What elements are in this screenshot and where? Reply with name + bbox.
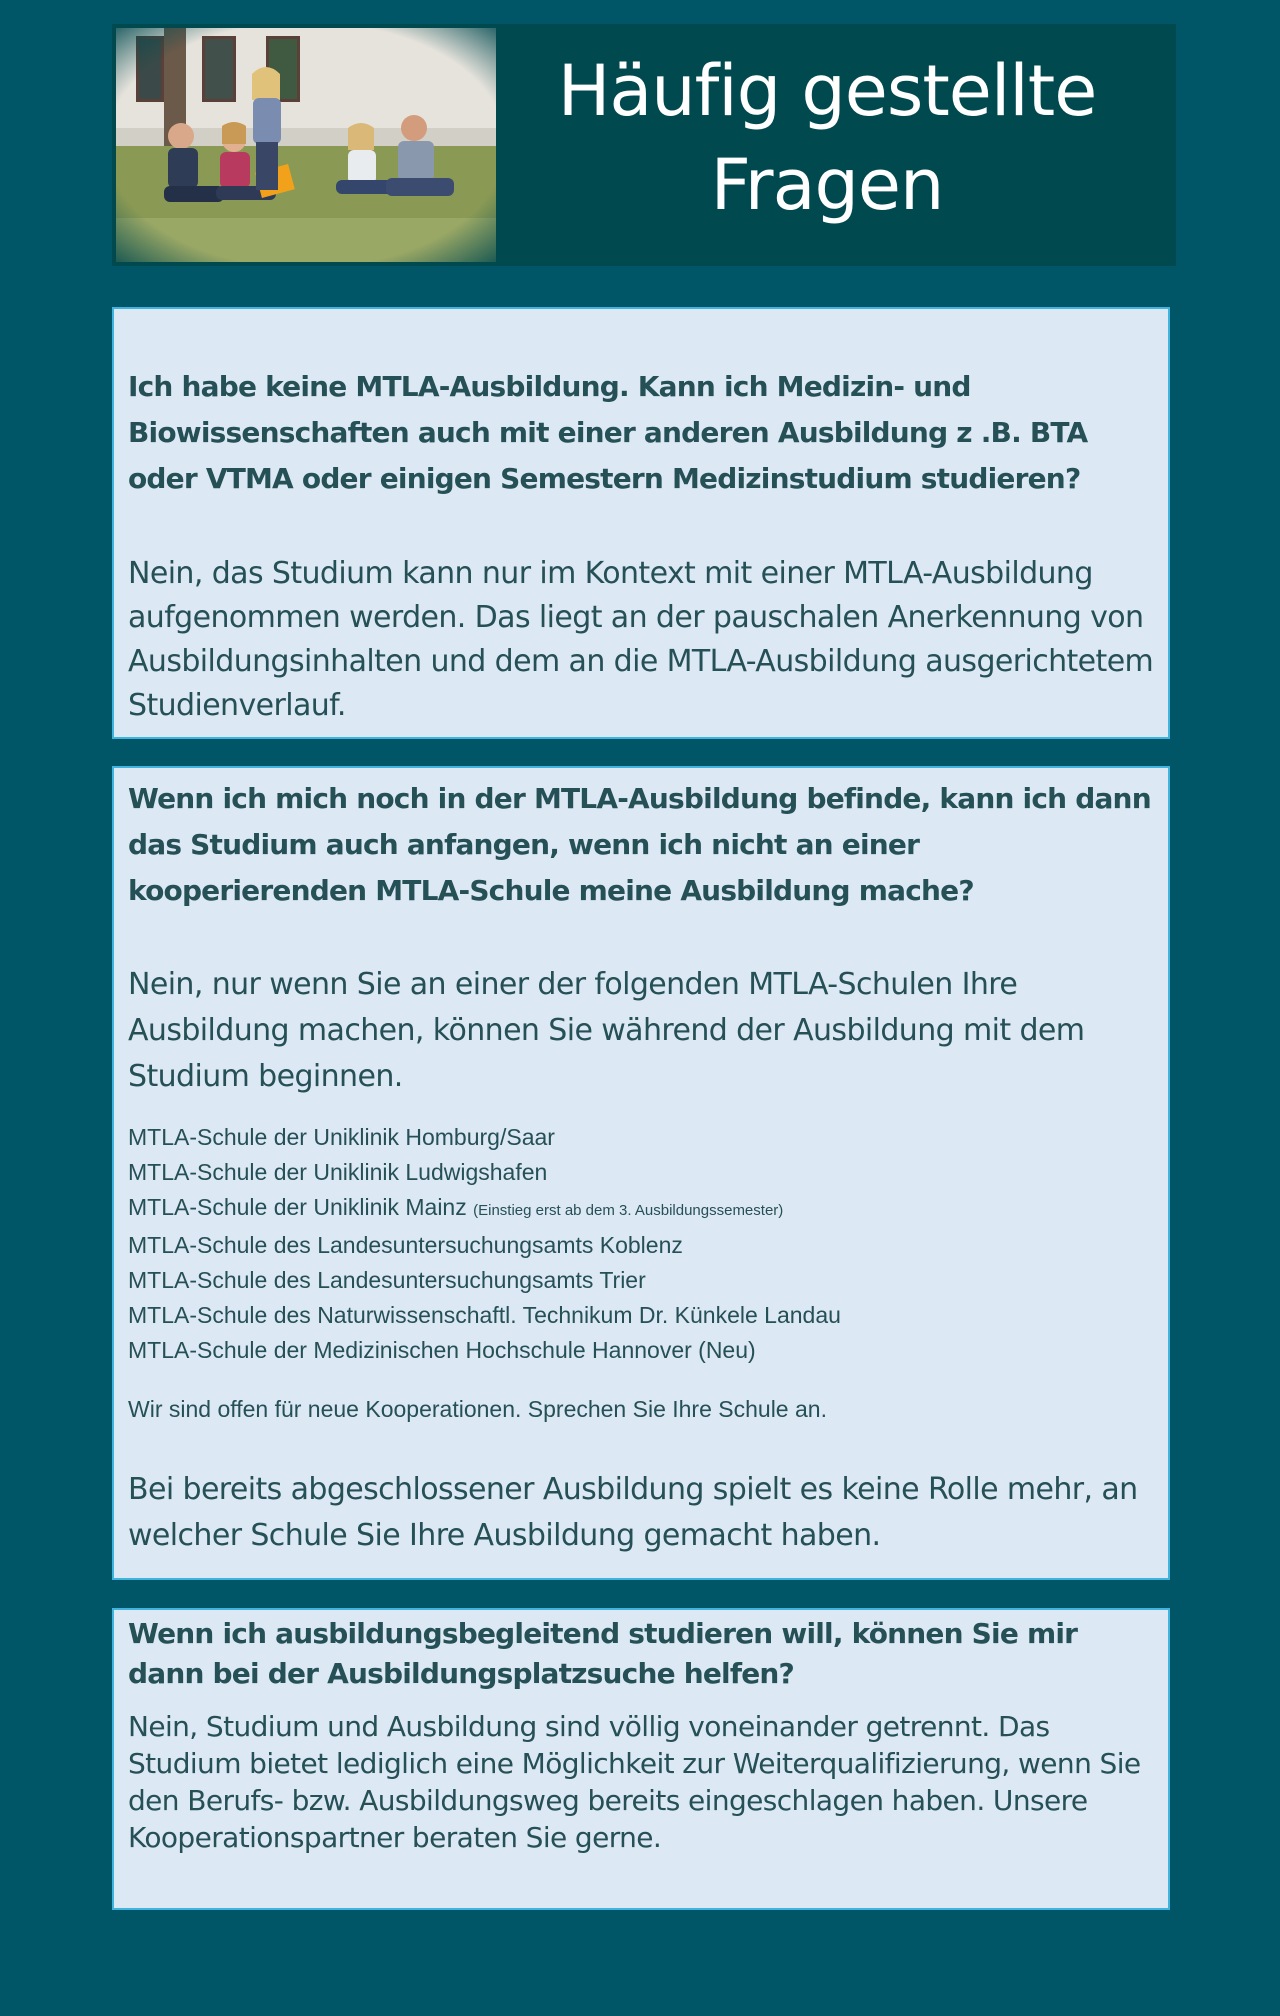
faq-answer: Nein, Studium und Ausbildung sind völlig voneinander getrennt. Das Studium bietet lediglich eine Möglichkeit zur Weiterqualifizierung, wenn Sie den Berufs- bzw. Ausbildungsweg bereits eingeschlagen haben. Unsere Kooperationspartner beraten Sie gerne. (128, 1710, 1141, 1854)
list-item (128, 1263, 1154, 1298)
list-item (128, 1333, 1154, 1368)
list-item (128, 1120, 1154, 1155)
faq-card-3 (112, 1608, 1170, 1910)
school-name: MTLA-Schule der Uniklinik Homburg/Saar (128, 1124, 555, 1150)
school-name: MTLA-Schule der Uniklinik Mainz (128, 1194, 467, 1220)
list-item (128, 1228, 1154, 1263)
faq-answer: Nein, das Studium kann nur im Kontext mit einer MTLA-Ausbildung aufgenommen werden. Das liegt an der pauschalen Anerkennung von Ausbildungsinhalten und dem an die MTLA-Ausbildung ausgerichtetem Studienverlauf. (128, 556, 1154, 723)
header-banner (112, 24, 1176, 266)
page-title: Häufig gestellte Fragen (557, 50, 1097, 226)
faq-card-2 (112, 766, 1170, 1580)
faq-question: Wenn ich ausbildungsbegleitend studieren will, können Sie mir dann bei der Ausbildungsplatzsuche helfen? (128, 1617, 1078, 1690)
faq-answer: Nein, nur wenn Sie an einer der folgenden MTLA-Schulen Ihre Ausbildung machen, können Sie während der Ausbildung mit dem Studium beginnen. (128, 967, 1085, 1094)
school-name: MTLA-Schule des Naturwissenschaftl. Technikum Dr. Künkele Landau (128, 1302, 841, 1328)
school-name: MTLA-Schule des Landesuntersuchungsamts Trier (128, 1267, 646, 1293)
school-name: MTLA-Schule der Medizinischen Hochschule Hannover (Neu) (128, 1337, 756, 1363)
faq-question: Wenn ich mich noch in der MTLA-Ausbildung befinde, kann ich dann das Studium auch anfangen, wenn ich nicht an einer kooperierenden MTLA-Schule meine Ausbildung mache? (128, 782, 1151, 907)
list-item (128, 1298, 1154, 1333)
list-item (128, 1155, 1154, 1190)
school-name: MTLA-Schule des Landesuntersuchungsamts Koblenz (128, 1232, 683, 1258)
cooperation-note: Wir sind offen für neue Kooperationen. Sprechen Sie Ihre Schule an. (128, 1396, 827, 1422)
school-note: (Einstieg erst ab dem 3. Ausbildungssemester) (473, 1202, 784, 1219)
school-name: MTLA-Schule der Uniklinik Ludwigshafen (128, 1159, 548, 1185)
list-item (128, 1190, 1154, 1228)
faq-card-1 (112, 307, 1170, 739)
students-group-photo-icon (116, 28, 496, 262)
school-list (128, 1120, 1154, 1368)
faq-question: Ich habe keine MTLA-Ausbildung. Kann ich Medizin- und Biowissenschaften auch mit einer anderen Ausbildung z .B. BTA oder VTMA oder einigen Semestern Medizinstudium studieren? (128, 370, 1088, 495)
faq-answer-2: Bei bereits abgeschlossener Ausbildung spielt es keine Rolle mehr, an welcher Schule Sie Ihre Ausbildung gemacht haben. (128, 1472, 1138, 1553)
